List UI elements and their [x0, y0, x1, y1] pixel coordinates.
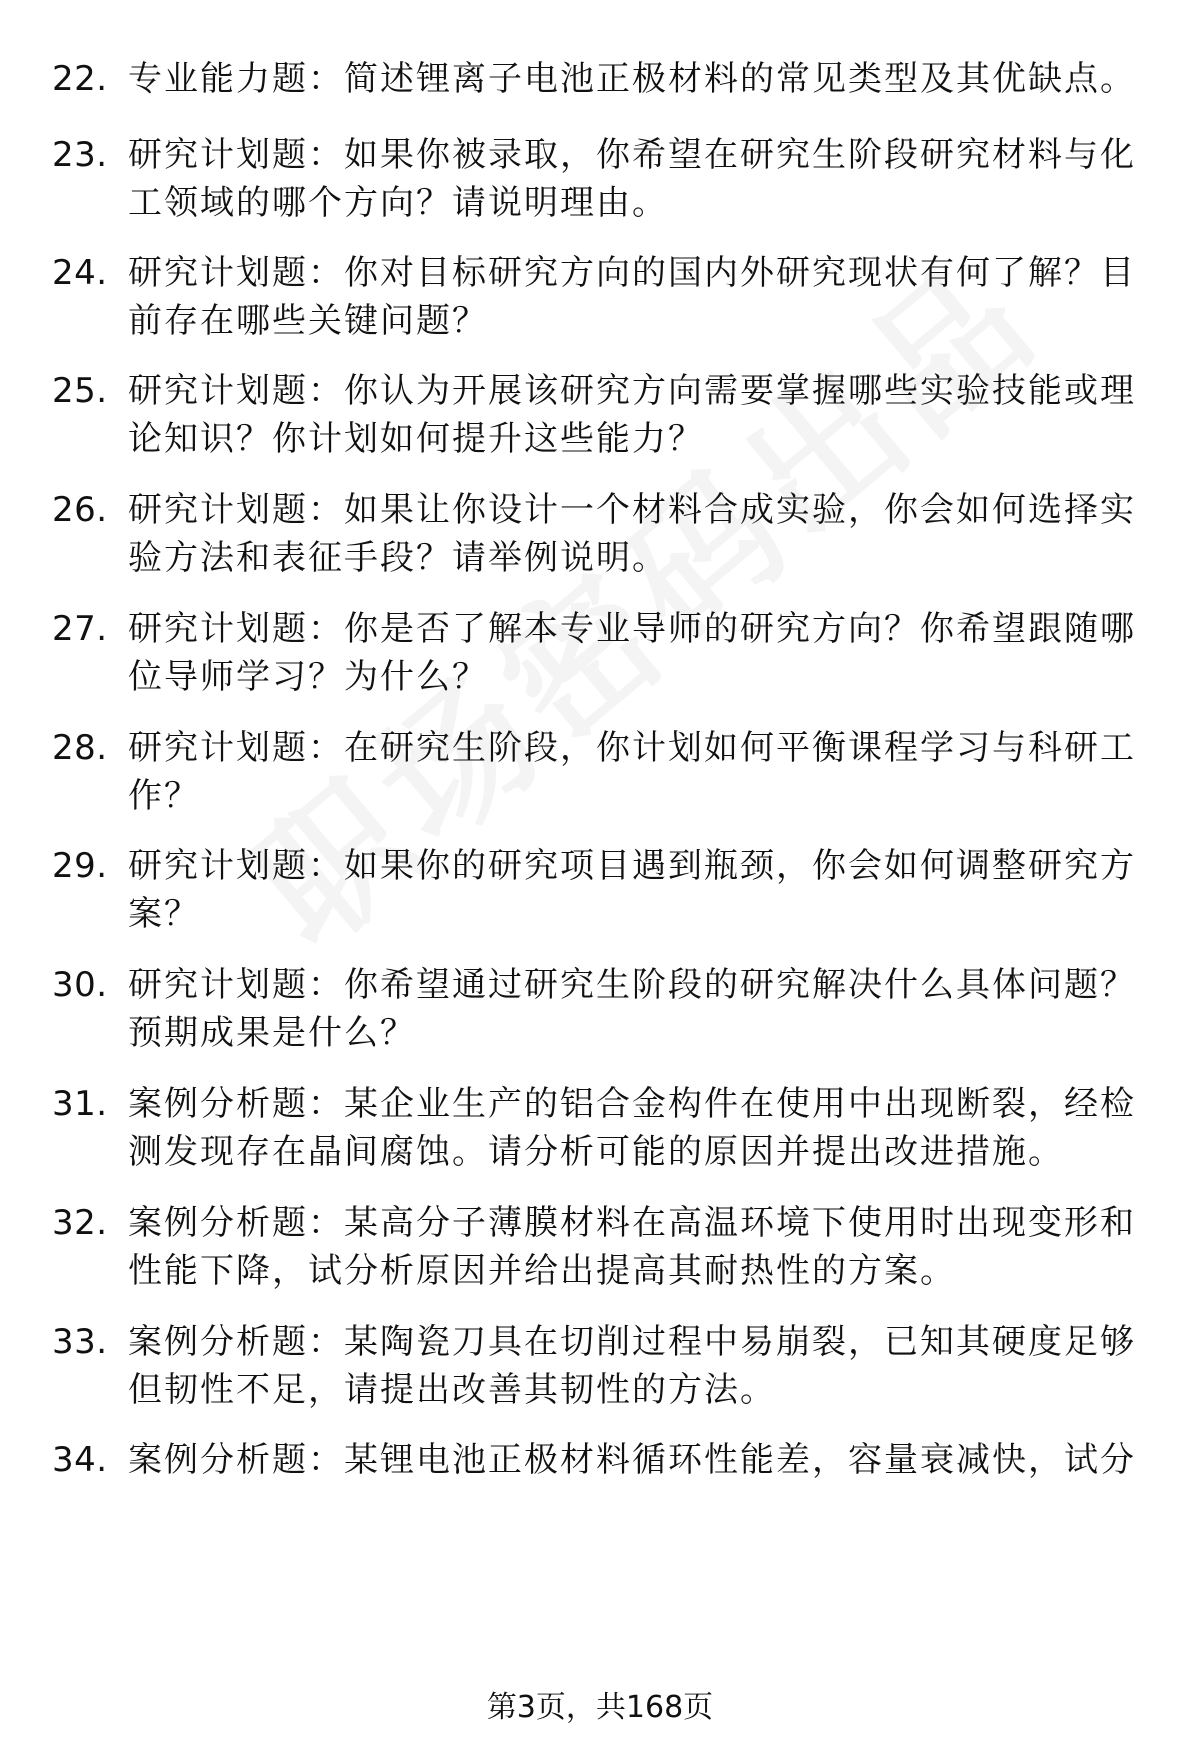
question-number: 27.	[52, 609, 108, 649]
question-text: 案例分析题：某锂电池正极材料循环性能差，容量衰减快，试分	[128, 1440, 1136, 1480]
question-number: 23.	[52, 135, 108, 175]
question-number: 32.	[52, 1203, 108, 1243]
question-text: 案例分析题：某陶瓷刀具在切削过程中易崩裂，已知其硬度足够但韧性不足，请提出改善其韧性的方法。	[128, 1322, 1136, 1410]
question-number: 29.	[52, 846, 108, 886]
question-number: 25.	[52, 371, 108, 411]
question-number: 34.	[52, 1440, 108, 1480]
question-number: 22.	[52, 59, 108, 99]
question-text: 研究计划题：你是否了解本专业导师的研究方向？你希望跟随哪位导师学习？为什么？	[128, 609, 1136, 697]
question-number: 31.	[52, 1084, 108, 1124]
question-text: 研究计划题：你认为开展该研究方向需要掌握哪些实验技能或理论知识？你计划如何提升这些能力？	[128, 371, 1136, 459]
question-text: 研究计划题：如果让你设计一个材料合成实验，你会如何选择实验方法和表征手段？请举例说明。	[128, 490, 1136, 578]
page-footer: 第3页，共168页	[486, 1690, 714, 1725]
question-text: 专业能力题：简述锂离子电池正极材料的常见类型及其优缺点。	[128, 59, 1136, 99]
question-text: 研究计划题：如果你的研究项目遇到瓶颈，你会如何调整研究方案？	[128, 846, 1136, 934]
question-number: 28.	[52, 728, 108, 768]
question-number: 33.	[52, 1322, 108, 1362]
question-text: 案例分析题：某高分子薄膜材料在高温环境下使用时出现变形和性能下降，试分析原因并给出提高其耐热性的方案。	[128, 1203, 1136, 1291]
question-text: 研究计划题：如果你被录取，你希望在研究生阶段研究材料与化工领域的哪个方向？请说明理由。	[128, 135, 1136, 223]
question-text: 研究计划题：在研究生阶段，你计划如何平衡课程学习与科研工作？	[128, 728, 1136, 816]
question-number: 26.	[52, 490, 108, 530]
question-text: 案例分析题：某企业生产的铝合金构件在使用中出现断裂，经检测发现存在晶间腐蚀。请分析可能的原因并提出改进措施。	[128, 1084, 1136, 1172]
question-text: 研究计划题：你希望通过研究生阶段的研究解决什么具体问题？预期成果是什么？	[128, 965, 1136, 1053]
question-number: 24.	[52, 253, 108, 293]
question-number: 30.	[52, 965, 108, 1005]
question-text: 研究计划题：你对目标研究方向的国内外研究现状有何了解？目前存在哪些关键问题？	[128, 253, 1136, 341]
